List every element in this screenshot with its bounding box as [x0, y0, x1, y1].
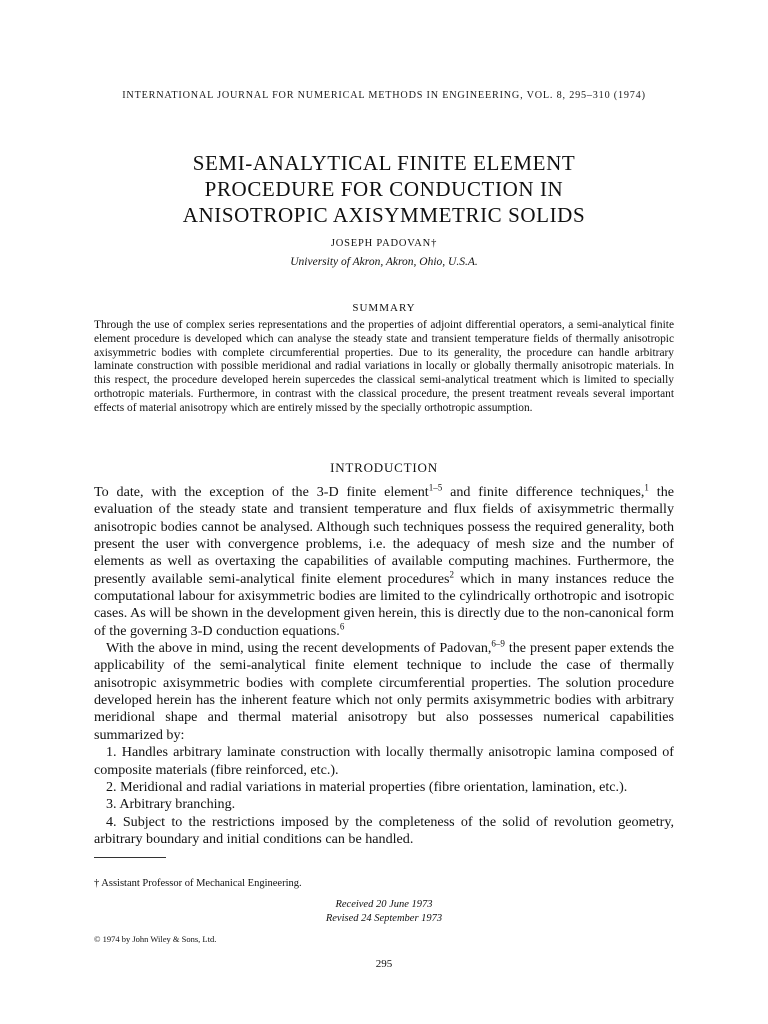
summary-heading: SUMMARY	[352, 302, 416, 314]
summary-text: Through the use of complex series representations and the properties of adjoint differential operators, a semi-analytical finite element procedure is developed which can analyse the steady state and transient temperature fields of thermally anisotropic axisymmetric bodies with complete circumferential properties. Due to its generality, the procedure can handle arbitrary laminate construction with possible meridional and radial variations in locally or globally thermally anisotropic materials. In this respect, the procedure developed herein supercedes the classical semi-analytical treatment which is limited to specially orthotropic materials. Furthermore, in contrast with the classical procedure, the present treatment reveals several important effects of material anisotropy which are entirely missed by the specially orthotropic assumption.	[94, 319, 674, 414]
paper-title	[0, 150, 768, 228]
intro-p1-text-a: To date, with the exception of the 3-D finite element	[94, 484, 429, 500]
citation-superscript: 6	[339, 621, 345, 632]
list-item: 1. Handles arbitrary laminate construction with locally thermally anisotropic lamina composed of composite materials (fibre reinforced, etc.).	[94, 744, 674, 778]
citation-superscript: 2	[449, 569, 454, 580]
author-affiliation: University of Akron, Akron, Ohio, U.S.A.	[290, 256, 478, 268]
citation-superscript: 1	[644, 482, 649, 493]
citation-superscript: 6–9	[491, 638, 505, 649]
title-line-1: SEMI-ANALYTICAL FINITE ELEMENT	[192, 151, 576, 175]
introduction-body	[94, 484, 674, 848]
citation-superscript: 1–5	[428, 482, 443, 493]
author-line	[0, 238, 768, 249]
intro-p2-text-b: the present paper extends the applicability of the semi-analytical finite element technique to include the case of thermally anisotropic axisymmetric bodies with complete circumferential properties. The solution procedure developed herein has the inherent feature which not only permits axisymmetric bodies with arbitrary meridional shape and thermal material anisotropy but also possesses numerical capabilities summarized by:	[94, 640, 674, 743]
author-footnote: † Assistant Professor of Mechanical Engineering.	[94, 878, 302, 889]
author-footnote-marker: †	[431, 238, 438, 249]
page-number: 295	[375, 958, 393, 970]
received-dates	[0, 898, 768, 926]
intro-p1-text-d: which in many instances reduce the computational labour for axisymmetric bodies are limited to the cylindrically orthotropic and isotropic cases. As will be shown in the development given herein, this is directly due to the non-canonical form of the governing 3-D conduction equations.	[94, 570, 674, 639]
list-item: 2. Meridional and radial variations in material properties (fibre orientation, lamination, etc.).	[106, 778, 628, 795]
intro-paragraph-1	[94, 484, 674, 640]
author-name: JOSEPH PADOVAN	[330, 238, 432, 249]
title-line-3: ANISOTROPIC AXISYMMETRIC SOLIDS	[182, 203, 586, 227]
copyright-notice: © 1974 by John Wiley & Sons, Ltd.	[94, 934, 217, 944]
footnote-divider	[94, 857, 166, 858]
journal-header: INTERNATIONAL JOURNAL FOR NUMERICAL METHODS IN ENGINEERING, VOL. 8, 295–310 (1974)	[122, 90, 646, 101]
received-date: Received 20 June 1973	[335, 899, 433, 910]
revised-date: Revised 24 September 1973	[325, 913, 443, 924]
intro-paragraph-2	[94, 640, 674, 744]
intro-p1-text-c: the evaluation of the steady state and transient temperature and flux fields of axisymmetric thermally anisotropic bodies cannot be analysed. Although such techniques possess the required generality, both present the user with convergence problems, i.e. the adequacy of mesh size and the number of elements as well as overtaxing the capabilities of available computing machines. Furthermore, the presently available semi-analytical finite element procedures	[94, 484, 675, 587]
list-item: 4. Subject to the restrictions imposed by the completeness of the solid of revolution geometry, arbitrary boundary and initial conditions can be handled.	[94, 813, 674, 847]
intro-p1-text-b: and finite difference techniques,	[442, 484, 645, 500]
introduction-heading: INTRODUCTION	[330, 460, 438, 475]
title-line-2: PROCEDURE FOR CONDUCTION IN	[204, 177, 564, 201]
intro-p2-text-a: With the above in mind, using the recent developments of Padovan,	[106, 640, 492, 657]
list-item: 3. Arbitrary branching.	[106, 796, 236, 813]
